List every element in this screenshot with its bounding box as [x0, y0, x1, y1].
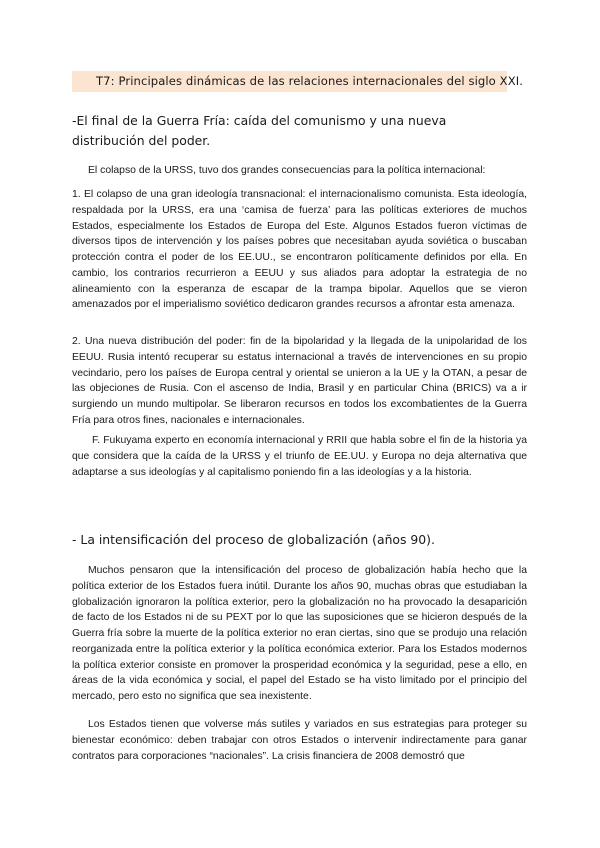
paragraph-globalization-1: Muchos pensaron que la intensificación del proceso de globalización había hecho que la política exterior de los Estados fuera inútil. Durante los años 90, muchas obras que estudiaban la globalización ignoraron la política exterior, pero la globalización no ha provocado la desaparición de facto de los Estados ni de su PEXT por lo que las suposiciones que se hicieron después de la Guerra fría sobre la muerte de la política exterior no eran ciertas, sino que se produjo una relación reorganizada entre la política exterior y la política económica exterior. Para los Estados modernos la política exterior consiste en promover la prosperidad económica y la seguridad, pese a ello, en áreas de la vida económica y social, el papel del Estado se ha visto limitado por el principio del mercado, pero esto no significa que sea inexistente.	[72, 565, 527, 702]
section-heading-globalization: - La intensificación del proceso de globalización (años 90).	[72, 532, 435, 547]
paragraph-globalization-2: Los Estados tienen que volverse más sutiles y variados en sus estrategias para proteger su bienestar económico: deben trabajar con otros Estados o intervenir indirectamente para ganar contratos para corporaciones “nacionales”. La crisis financiera de 2008 demostró que	[72, 719, 527, 762]
paragraph-fukuyama: F. Fukuyama experto en economía internacional y RRII que habla sobre el fin de la historia ya que considera que la caída de la URSS y el triunfo de EE.UU. y Europa no deja alternativa que adaptarse a sus ideologías y al capitalismo poniendo fin a las ideologías y a la historia.	[72, 435, 527, 478]
paragraph-intro: El colapso de la URSS, tuvo dos grandes consecuencias para la política internacional:	[88, 165, 486, 176]
document-title: T7: Principales dinámicas de las relaciones internacionales del siglo XXI.	[72, 71, 507, 92]
paragraph-point-2: 2. Una nueva distribución del poder: fin de la bipolaridad y la llegada de la unipolaridad de los EEUU. Rusia intentó recuperar su estatus internacional a través de intervenciones en su propio vecindario, pero los países de Europa central y oriental se unieron a la UE y la OTAN, a pesar de las objeciones de Rusia. Con el ascenso de India, Brasil y en particular China (BRICS) va a ir surgiendo un mundo multipolar. Se liberaron recursos en todos los excombatientes de la Guerra Fría para otros fines, nacionales e internacionales.	[72, 336, 527, 426]
paragraph-point-1: 1. El colapso de una gran ideología transnacional: el internacionalismo comunista. Esta ideología, respaldada por la URSS, era una ‘camisa de fuerza’ para las políticas exteriores de muchos Estados, especialmente los Estados de Europa del Este. Algunos Estados fueron víctimas de diversos tipos de intervención y los países pobres que necesitaban ayuda soviética o buscaban protección contra el poder de los EE.UU., se encontraron políticamente definidos por ella. En cambio, los contrarios recurrieron a EEUU y sus aliados para adoptar la estrategia de no alineamiento con la esperanza de escapar de la trampa bipolar. Aquellos que se vieron amenazados por el imperialismo soviético dedicaron grandes recursos a afrontar esta amenaza.	[72, 189, 527, 311]
section-heading-cold-war: -El final de la Guerra Fría: caída del comunismo y una nueva distribución del poder.	[72, 113, 447, 148]
